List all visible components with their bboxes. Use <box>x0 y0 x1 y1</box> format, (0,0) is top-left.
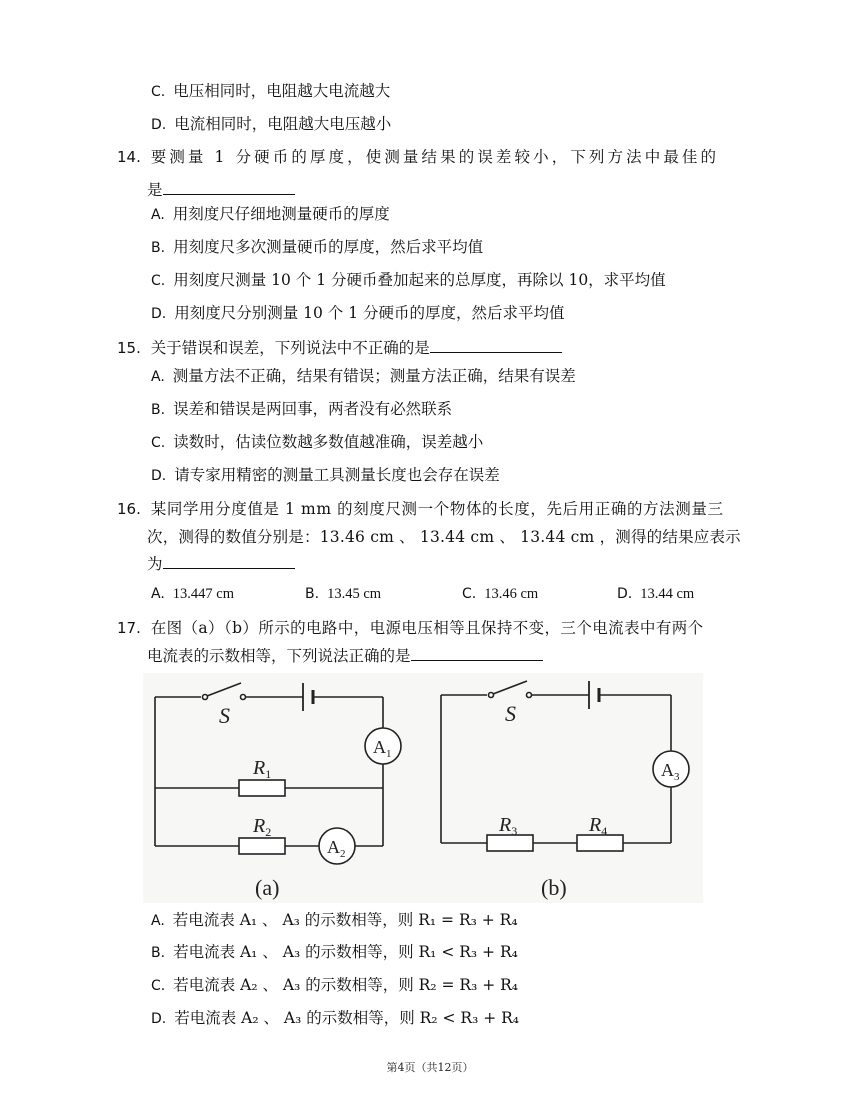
switch-contact <box>527 693 532 698</box>
q15-option-c <box>151 431 483 454</box>
resistor-r1 <box>239 780 285 796</box>
q14-stem-line2 <box>147 179 295 201</box>
q15-option-b <box>151 398 452 421</box>
label-r1: $R_1$ <box>253 757 272 781</box>
option-text: 用刻度尺测量 10 个 1 分硬币叠加起来的总厚度，再除以 10，求平均值 <box>173 271 666 289</box>
option-text: 电压相同时，电阻越大电流越大 <box>173 82 391 100</box>
question-stem: 关于错误和误差，下列说法中不正确的是 <box>150 339 430 357</box>
option-letter: B. <box>305 586 320 602</box>
label-r3: $R_3$ <box>499 814 518 838</box>
option-letter: B. <box>151 240 166 256</box>
question-stem: 某同学用分度值是 1 mm 的刻度尺测一个物体的长度，先后用正确的方法测量三 <box>150 500 724 518</box>
label-a2: $A_2$ <box>327 837 346 860</box>
option-text: 13.44 cm <box>640 586 695 602</box>
question-stem: 是 <box>147 181 163 199</box>
answer-blank <box>430 338 562 353</box>
q15-option-a <box>151 365 576 388</box>
option-letter: A. <box>151 369 165 385</box>
label-a1: $A_1$ <box>373 737 392 760</box>
answer-blank <box>411 646 543 661</box>
q17-stem-line1 <box>117 617 704 639</box>
circuit-figure <box>143 673 703 903</box>
option-text: 用刻度尺多次测量硬币的厚度，然后求平均值 <box>173 238 484 256</box>
q16-option-c <box>462 582 538 605</box>
q15-option-d <box>151 464 500 487</box>
question-stem: 电流表的示数相等，下列说法正确的是 <box>147 647 411 665</box>
q15-stem <box>117 337 562 359</box>
label-switch-a: S <box>219 703 230 728</box>
q14-option-a <box>151 203 390 226</box>
option-letter: C. <box>151 978 166 994</box>
option-text: 若电流表 A₂ 、 A₃ 的示数相等，则 R₂ = R₃ + R₄ <box>173 976 519 994</box>
option-text: 若电流表 A₂ 、 A₃ 的示数相等，则 R₂ < R₃ + R₄ <box>174 1009 520 1027</box>
q17-option-b <box>151 941 518 964</box>
question-stem: 为 <box>147 555 163 573</box>
option-letter: D. <box>151 306 167 322</box>
option-letter: D. <box>151 468 167 484</box>
q14-option-d <box>151 302 565 325</box>
q17-option-c <box>151 974 518 997</box>
question-stem: 要测量 1 分硬币的厚度，使测量结果的误差较小，下列方法中最佳的 <box>150 148 720 166</box>
resistor-r4 <box>577 835 623 851</box>
question-stem: 次，测得的数值分别是：13.46 cm 、 13.44 cm 、 13.44 cm ，测得的结果应表示 <box>147 528 741 546</box>
caption-a: (a) <box>255 875 280 900</box>
q16-option-b <box>305 582 381 605</box>
option-text: 13.46 cm <box>484 586 539 602</box>
q13-option-c <box>151 80 390 103</box>
q16-stem-line2 <box>147 526 741 548</box>
option-text: 用刻度尺仔细地测量硬币的厚度 <box>172 205 390 223</box>
option-text: 若电流表 A₁ 、 A₃ 的示数相等，则 R₁ < R₃ + R₄ <box>173 943 518 961</box>
q16-stem-line3 <box>147 553 295 575</box>
label-switch-b: S <box>505 701 516 726</box>
q17-stem-line2 <box>147 645 543 667</box>
answer-blank <box>163 554 295 569</box>
q16-stem-line1 <box>117 498 724 520</box>
q14-option-c <box>151 269 666 292</box>
answer-blank <box>163 180 295 195</box>
q17-option-a <box>151 909 518 932</box>
option-letter: A. <box>151 913 165 929</box>
option-text: 请专家用精密的测量工具测量长度也会存在误差 <box>174 466 500 484</box>
option-letter: A. <box>151 586 165 602</box>
caption-b: (b) <box>541 875 567 900</box>
option-letter: C. <box>151 84 166 100</box>
option-letter: C. <box>151 273 166 289</box>
question-number: 16. <box>117 500 141 518</box>
page-footer: 第4页（共12页） <box>386 1061 474 1074</box>
q14-option-b <box>151 236 483 259</box>
label-r2: $R_2$ <box>253 815 272 839</box>
option-letter: B. <box>151 402 166 418</box>
resistor-r3 <box>487 835 533 851</box>
option-text: 若电流表 A₁ 、 A₃ 的示数相等，则 R₁ = R₃ + R₄ <box>172 911 518 929</box>
resistor-r2 <box>239 838 285 854</box>
switch-contact <box>241 695 246 700</box>
question-stem: 在图（a）（b）所示的电路中，电源电压相等且保持不变，三个电流表中有两个 <box>150 619 704 637</box>
option-letter: C. <box>462 586 477 602</box>
q14-stem-line1 <box>117 146 719 168</box>
question-number: 15. <box>117 339 141 357</box>
label-r4: $R_4$ <box>589 814 608 838</box>
q13-option-d <box>151 113 391 136</box>
q17-option-d <box>151 1007 519 1030</box>
option-letter: D. <box>617 586 633 602</box>
q16-option-d <box>617 582 694 605</box>
question-number: 14. <box>117 148 141 166</box>
option-text: 读数时，估读位数越多数值越准确，误差越小 <box>173 433 484 451</box>
option-text: 用刻度尺分别测量 10 个 1 分硬币的厚度，然后求平均值 <box>174 304 565 322</box>
option-text: 13.447 cm <box>172 586 234 602</box>
label-a3: $A_3$ <box>661 760 680 783</box>
q16-option-a <box>151 582 234 605</box>
option-text: 误差和错误是两回事，两者没有必然联系 <box>173 400 453 418</box>
question-number: 17. <box>117 619 141 637</box>
option-text: 电流相同时，电阻越大电压越小 <box>174 115 392 133</box>
option-text: 测量方法不正确，结果有错误；测量方法正确，结果有误差 <box>172 367 576 385</box>
option-letter: D. <box>151 1011 167 1027</box>
option-letter: D. <box>151 117 167 133</box>
option-letter: B. <box>151 945 166 961</box>
option-letter: A. <box>151 207 165 223</box>
option-letter: C. <box>151 435 166 451</box>
option-text: 13.45 cm <box>327 586 382 602</box>
